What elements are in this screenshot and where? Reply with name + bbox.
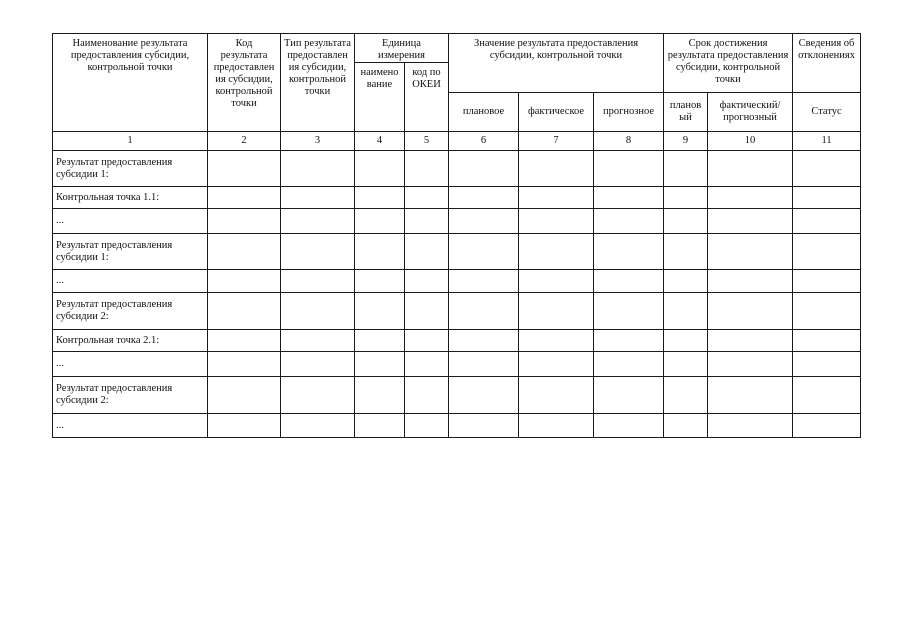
table-cell — [449, 352, 519, 377]
row-label: Результат предоставления субсидии 1: — [53, 151, 208, 187]
table-cell — [405, 151, 449, 187]
header-result-code: Код результата предоставлен ия субсидии, контрольной точки — [208, 34, 281, 132]
table-cell — [208, 151, 281, 187]
table-cell — [594, 414, 664, 438]
table-cell — [519, 270, 594, 293]
table-row — [53, 151, 861, 187]
column-number: 8 — [594, 132, 664, 151]
table-cell — [281, 414, 355, 438]
table-cell — [355, 209, 405, 234]
table-cell — [449, 234, 519, 270]
table-row — [53, 352, 861, 377]
column-number: 9 — [664, 132, 708, 151]
table-cell — [793, 414, 861, 438]
table-cell — [281, 293, 355, 330]
table-cell — [208, 414, 281, 438]
table-cell — [708, 377, 793, 414]
table-cell — [664, 293, 708, 330]
table-cell — [449, 414, 519, 438]
table-cell — [519, 330, 594, 352]
table-cell — [405, 234, 449, 270]
table-cell — [594, 209, 664, 234]
table-cell — [208, 209, 281, 234]
table-cell — [664, 330, 708, 352]
table-cell — [281, 330, 355, 352]
header-value-forecast: прогнозное — [594, 93, 664, 132]
table-cell — [405, 270, 449, 293]
table-cell — [664, 187, 708, 209]
column-number-row — [53, 132, 861, 151]
row-label: ... — [53, 270, 208, 293]
table-cell — [355, 414, 405, 438]
table-cell — [405, 377, 449, 414]
header-term-planned: планов ый — [664, 93, 708, 132]
table-cell — [708, 187, 793, 209]
header-value-planned: плановое — [449, 93, 519, 132]
table-cell — [208, 293, 281, 330]
table-cell — [355, 234, 405, 270]
table-cell — [793, 234, 861, 270]
table-cell — [594, 352, 664, 377]
table-cell — [405, 414, 449, 438]
column-number: 1 — [53, 132, 208, 151]
table-row — [53, 187, 861, 209]
table-cell — [355, 293, 405, 330]
table-cell — [355, 377, 405, 414]
table-cell — [281, 209, 355, 234]
table-cell — [208, 187, 281, 209]
table-row — [53, 330, 861, 352]
column-number: 7 — [519, 132, 594, 151]
table-cell — [449, 209, 519, 234]
table-cell — [708, 414, 793, 438]
header-deviations-status: Статус — [793, 93, 861, 132]
table-cell — [281, 187, 355, 209]
table-cell — [664, 209, 708, 234]
table-row — [53, 209, 861, 234]
table-cell — [519, 352, 594, 377]
column-number: 6 — [449, 132, 519, 151]
table-cell — [405, 209, 449, 234]
header-value-group: Значение результата предоставления субсидии, контрольной точки — [449, 34, 664, 93]
table-cell — [281, 234, 355, 270]
table-cell — [793, 352, 861, 377]
table-cell — [793, 293, 861, 330]
table-cell — [594, 151, 664, 187]
table-cell — [355, 187, 405, 209]
table-cell — [594, 377, 664, 414]
table-cell — [449, 270, 519, 293]
table-cell — [519, 293, 594, 330]
table-cell — [519, 377, 594, 414]
table-cell — [208, 234, 281, 270]
table-cell — [449, 293, 519, 330]
table-cell — [519, 151, 594, 187]
table-cell — [708, 330, 793, 352]
table-cell — [405, 293, 449, 330]
table-cell — [519, 209, 594, 234]
row-label: Результат предоставления субсидии 1: — [53, 234, 208, 270]
table-cell — [281, 352, 355, 377]
table-cell — [793, 377, 861, 414]
table-cell — [355, 151, 405, 187]
table-cell — [793, 330, 861, 352]
table-row — [53, 270, 861, 293]
table-cell — [708, 270, 793, 293]
table-cell — [664, 270, 708, 293]
table-cell — [355, 330, 405, 352]
table-row — [53, 234, 861, 270]
table-cell — [405, 352, 449, 377]
table-cell — [664, 414, 708, 438]
row-label: Результат предоставления субсидии 2: — [53, 377, 208, 414]
table-cell — [708, 209, 793, 234]
table-cell — [708, 151, 793, 187]
column-number: 2 — [208, 132, 281, 151]
header-deviations-group: Сведения об отклонениях — [793, 34, 861, 93]
column-number: 3 — [281, 132, 355, 151]
table-cell — [793, 151, 861, 187]
table-cell — [664, 234, 708, 270]
table-cell — [208, 270, 281, 293]
header-term-group: Срок достижения результата предоставления субсидии, контрольной точки — [664, 34, 793, 93]
table-row — [53, 377, 861, 414]
column-number: 5 — [405, 132, 449, 151]
table-cell — [405, 330, 449, 352]
table-cell — [664, 352, 708, 377]
table-cell — [793, 209, 861, 234]
table-cell — [449, 187, 519, 209]
row-label: Результат предоставления субсидии 2: — [53, 293, 208, 330]
table-row — [53, 414, 861, 438]
header-term-actual: фактический/ прогнозный — [708, 93, 793, 132]
row-label: Контрольная точка 2.1: — [53, 330, 208, 352]
table-cell — [519, 234, 594, 270]
table-cell — [449, 377, 519, 414]
table-cell — [208, 330, 281, 352]
table-cell — [519, 414, 594, 438]
table-cell — [519, 187, 594, 209]
header-result-type: Тип результата предоставлен ия субсидии, контрольной точки — [281, 34, 355, 132]
column-number: 11 — [793, 132, 861, 151]
table-cell — [594, 293, 664, 330]
table-cell — [664, 377, 708, 414]
table-cell — [708, 352, 793, 377]
row-label: ... — [53, 414, 208, 438]
table-cell — [355, 270, 405, 293]
column-number: 10 — [708, 132, 793, 151]
table-cell — [449, 330, 519, 352]
row-label: ... — [53, 352, 208, 377]
table-row — [53, 293, 861, 330]
header-result-name: Наименование результата предоставления субсидии, контрольной точки — [53, 34, 208, 132]
table-cell — [708, 293, 793, 330]
column-number: 4 — [355, 132, 405, 151]
table-cell — [793, 270, 861, 293]
table-cell — [664, 151, 708, 187]
table-cell — [281, 377, 355, 414]
table-cell — [208, 352, 281, 377]
table-cell — [405, 187, 449, 209]
table-cell — [594, 330, 664, 352]
table-cell — [449, 151, 519, 187]
table-cell — [594, 270, 664, 293]
table-cell — [281, 151, 355, 187]
table-cell — [281, 270, 355, 293]
row-label: Контрольная точка 1.1: — [53, 187, 208, 209]
table-cell — [793, 187, 861, 209]
header-unit-name: наимено вание — [355, 63, 405, 132]
row-label: ... — [53, 209, 208, 234]
table-cell — [208, 377, 281, 414]
header-unit-okei: код по ОКЕИ — [405, 63, 449, 132]
table-cell — [594, 187, 664, 209]
table-cell — [708, 234, 793, 270]
table-cell — [355, 352, 405, 377]
header-unit-group: Единица измерения — [355, 34, 449, 63]
results-table — [52, 33, 861, 438]
header-value-actual: фактическое — [519, 93, 594, 132]
table-cell — [594, 234, 664, 270]
